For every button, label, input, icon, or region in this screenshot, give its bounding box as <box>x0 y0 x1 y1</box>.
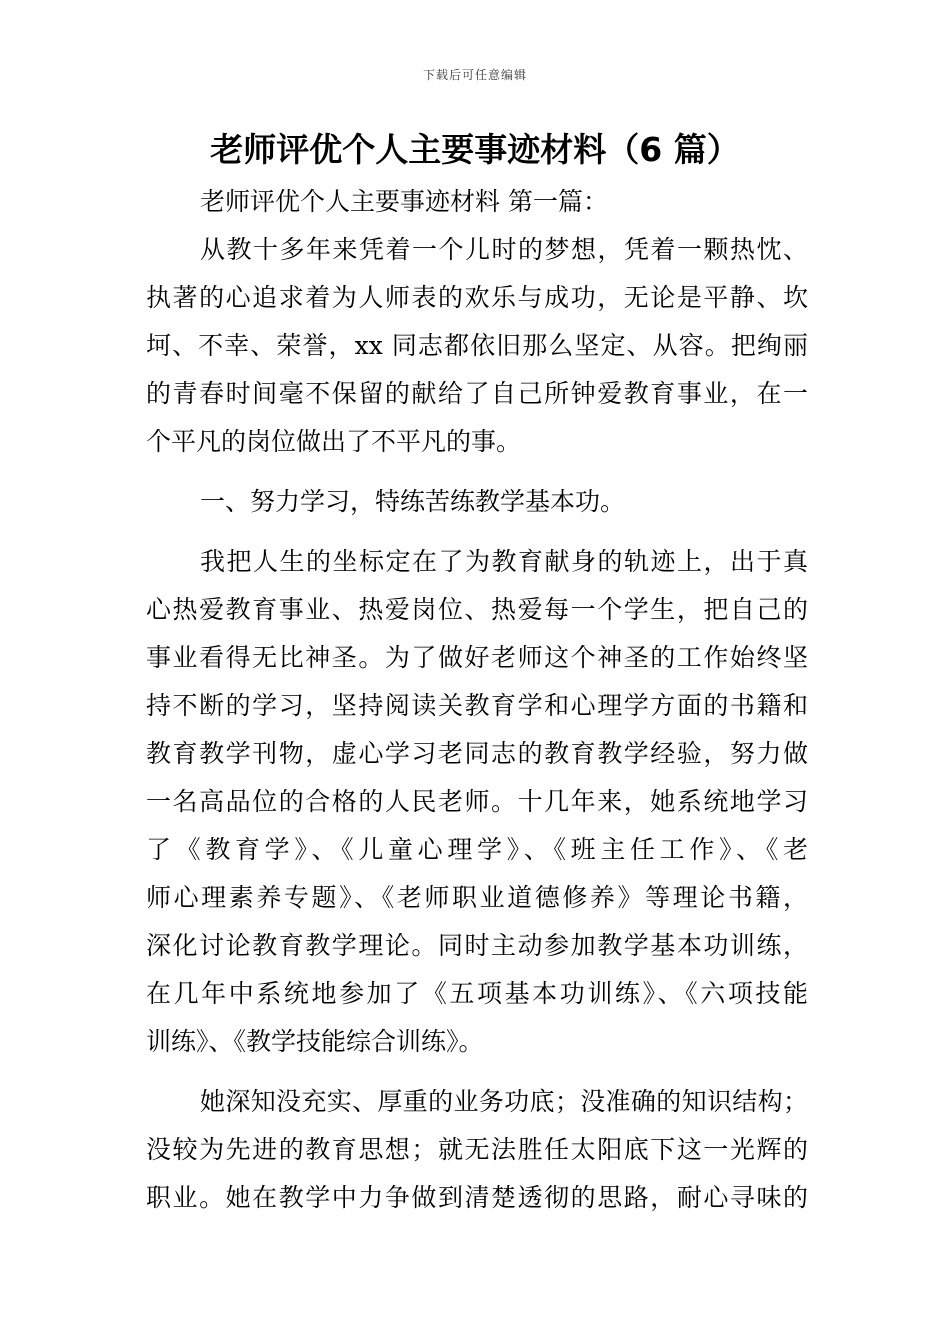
paragraph-3-line-1: 我把人生的坐标定在了为教育献身的轨迹上，出于真 <box>200 547 808 576</box>
paragraph-3-line-5: 教育教学刊物，虚心学习老同志的教育教学经验，努力做 <box>146 739 808 768</box>
paragraph-3-line-4: 持不断的学习，坚持阅读关教育学和心理学方面的书籍和 <box>146 691 808 720</box>
paragraph-4-line-3: 职业。她在教学中力争做到清楚透彻的思路，耐心寻味的 <box>146 1183 808 1212</box>
paragraph-3-line-7: 了《教育学》、《儿童心理学》、《班主任工作》、《老 <box>146 835 808 864</box>
paragraph-4-line-2: 没较为先进的教育思想；就无法胜任太阳底下这一光辉的 <box>146 1135 808 1164</box>
paragraph-gap <box>146 526 808 538</box>
paragraph-1-line-2: 执著的心追求着为人师表的欢乐与成功，无论是平静、坎 <box>146 283 808 312</box>
paragraph-3-line-2: 心热爱教育事业、热爱岗位、热爱每一个学生，把自己的 <box>146 595 808 624</box>
paragraph-gap <box>146 1066 808 1078</box>
document-body <box>146 178 808 1222</box>
paragraph-4-line-1: 她深知没充实、厚重的业务功底；没准确的知识结构； <box>200 1087 808 1116</box>
paragraph-3-line-8: 师心理素养专题》、《老师职业道德修养》等理论书籍， <box>146 883 808 912</box>
header-note: 下载后可任意编辑 <box>422 68 527 82</box>
paragraph-1-line-5: 个平凡的岗位做出了不平凡的事。 <box>146 427 522 456</box>
section-subtitle: 老师评优个人主要事迹材料 第一篇： <box>200 187 608 216</box>
paragraph-3-line-6: 一名高品位的合格的人民老师。十几年来，她系统地学习 <box>146 787 808 816</box>
section-heading: 一、努力学习，特练苦练教学基本功。 <box>200 487 626 516</box>
paragraph-3-line-9: 深化讨论教育教学理论。同时主动参加教学基本功训练， <box>146 931 808 960</box>
document-title: 老师评优个人主要事迹材料（6 篇） <box>210 130 740 169</box>
paragraph-gap <box>146 466 808 478</box>
paragraph-3-line-11: 训练》、《教学技能综合训练》。 <box>146 1027 484 1056</box>
paragraph-3-line-3: 事业看得无比神圣。为了做好老师这个神圣的工作始终坚 <box>146 643 808 672</box>
paragraph-1-line-3: 坷、不幸、荣誉，xx 同志都依旧那么坚定、从容。把绚丽 <box>146 331 808 360</box>
paragraph-1-line-1: 从教十多年来凭着一个儿时的梦想，凭着一颗热忱、 <box>200 235 808 264</box>
paragraph-1-line-4: 的青春时间毫不保留的献给了自己所钟爱教育事业，在一 <box>146 379 808 408</box>
paragraph-3-line-10: 在几年中系统地参加了《五项基本功训练》、《六项技能 <box>146 979 808 1008</box>
